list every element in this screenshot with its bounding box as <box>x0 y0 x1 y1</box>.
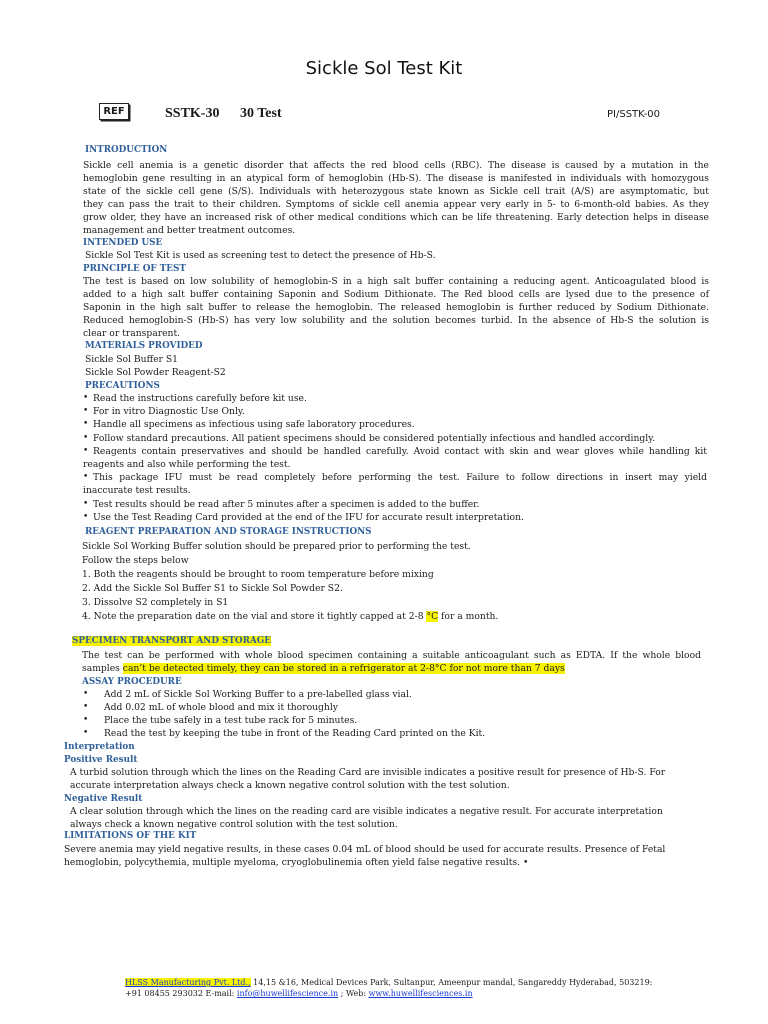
assay-step: Add 2 mL of Sickle Sol Working Buffer to a pre-labelled glass vial. <box>104 689 412 700</box>
negative-result-heading: Negative Result <box>64 794 143 804</box>
bullet-icon: • <box>83 702 89 712</box>
bullet-icon: • <box>83 419 89 429</box>
limitations-line: hemoglobin, polycythemia, multiple myeloma, cryoglobulinemia often yield false negative results. • <box>64 857 529 868</box>
intro-line: hemoglobin gene resulting in an atypical form of hemoglobin (Hb-S). The disease is manifested in individuals with homozygous <box>83 173 709 184</box>
intro-line: state of the sickle cell gene (S/S). Individuals with heterozygous state known as Sickle cell trait (A/S) are asymptomatic, but <box>83 186 709 197</box>
page-title: Sickle Sol Test Kit <box>305 58 463 79</box>
bullet-icon: • <box>83 689 89 699</box>
reagent-step: 1. Both the reagents should be brought to room temperature before mixing <box>82 569 434 580</box>
specimen-line-2-text: samples <box>82 663 123 674</box>
intended-use-text: Sickle Sol Test Kit is used as screening test to detect the presence of Hb-S. <box>85 250 436 261</box>
bullet-icon: • <box>83 446 89 456</box>
precaution-item: Handle all specimens as infectious using safe laboratory procedures. <box>93 419 415 430</box>
bullet-icon: • <box>83 472 89 482</box>
catalog-number: SSTK-30 <box>165 106 220 121</box>
principle-line: added to a high salt buffer containing Saponin and Sodium Dithionate. The Red blood cells are lysed due to the presence of <box>83 289 709 300</box>
reagent-step-4-text: 4. Note the preparation date on the vial and store it tightly capped at 2-8 <box>82 611 427 622</box>
intro-line: they can pass the trait to their children. Symptoms of sickle cell anemia appear very early in 5- to 6-month-old babies. As they <box>83 199 709 210</box>
reagent-intro: Sickle Sol Working Buffer solution should be prepared prior to performing the test. <box>82 541 471 552</box>
bullet-icon: • <box>83 512 89 522</box>
specimen-heading-text: SPECIMEN TRANSPORT AND STORAGE <box>72 636 271 646</box>
principle-line: Saponin in the high salt buffer to release the hemoglobin. The released hemoglobin is further reduced by Sodium Dithionate. <box>83 302 709 313</box>
negative-result-line: A clear solution through which the lines on the reading card are visible indicates a negative result. For accurate interpretation <box>70 806 663 817</box>
specimen-line-2 <box>82 663 565 676</box>
section-heading-specimen <box>72 635 271 648</box>
bullet-icon: • <box>83 406 89 416</box>
section-heading-assay: ASSAY PROCEDURE <box>82 677 182 687</box>
specimen-highlight: can’t be detected timely, they can be stored in a refrigerator at 2-8°C for not more than 7 days <box>122 663 565 674</box>
precaution-item: Use the Test Reading Card provided at the end of the IFU for accurate result interpretation. <box>93 512 524 523</box>
reagent-step-4-suffix: for a month. <box>438 611 499 622</box>
precaution-item-continued: reagents and also while performing the test. <box>83 459 291 470</box>
footer-contact-line <box>125 988 652 999</box>
bullet-icon: • <box>83 433 89 443</box>
positive-result-heading: Positive Result <box>64 755 138 765</box>
limitations-line: Severe anemia may yield negative results, in these cases 0.04 mL of blood should be used for accurate results. Presence of Fetal <box>64 844 666 855</box>
bullet-icon: • <box>83 393 89 403</box>
precaution-item: Test results should be read after 5 minutes after a specimen is added to the buffer. <box>93 499 480 510</box>
assay-step: Place the tube safely in a test tube rack for 5 minutes. <box>104 715 358 726</box>
reagent-step: 3. Dissolve S2 completely in S1 <box>82 597 229 608</box>
assay-step: Read the test by keeping the tube in front of the Reading Card printed on the Kit. <box>104 728 486 739</box>
material-item: Sickle Sol Powder Reagent-S2 <box>85 367 226 378</box>
company-name: HLSS Manufacturing Pvt. Ltd., <box>125 978 251 987</box>
principle-line: Reduced hemoglobin-S (Hb-S) has very low solubility and the solution becomes turbid. In the absence of Hb-S the solution is <box>83 315 709 326</box>
negative-result-line: always check a known negative control solution with the test solution. <box>70 819 398 830</box>
section-heading-intended-use: INTENDED USE <box>83 238 163 248</box>
document-id: PI/SSTK-00 <box>607 109 660 120</box>
reagent-follow: Follow the steps below <box>82 555 189 566</box>
email-link[interactable]: info@huwellifescience.in <box>236 989 339 998</box>
section-heading-principle: PRINCIPLE OF TEST <box>83 264 186 274</box>
principle-line: The test is based on low solubility of hemoglobin-S in a high salt buffer containing a reducing agent. Anticoagulated blood is <box>83 276 709 287</box>
section-heading-materials: MATERIALS PROVIDED <box>85 341 203 351</box>
section-heading-limitations: LIMITATIONS OF THE KIT <box>64 831 197 841</box>
bullet-icon: • <box>83 728 89 738</box>
reagent-step-4 <box>82 611 498 624</box>
web-label: ; Web: <box>338 989 369 998</box>
section-heading-interpretation: Interpretation <box>64 742 135 752</box>
positive-result-line: accurate interpretation always check a known negative control solution with the test solution. <box>70 780 510 791</box>
precaution-item: This package IFU must be read completely before performing the test. Failure to follow directions in insert may yield <box>93 472 707 483</box>
bullet-icon: • <box>83 499 89 509</box>
test-quantity: 30 Test <box>240 106 282 121</box>
precaution-item: For in vitro Diagnostic Use Only. <box>93 406 245 417</box>
assay-step: Add 0.02 mL of whole blood and mix it thoroughly <box>104 702 338 713</box>
highlight-degrees: °C <box>426 611 439 622</box>
footer <box>125 977 652 999</box>
ref-symbol: REF <box>99 103 129 120</box>
precaution-item-continued: inaccurate test results. <box>83 485 191 496</box>
intro-line: management and better treatment outcomes. <box>83 225 296 236</box>
material-item: Sickle Sol Buffer S1 <box>85 354 179 365</box>
section-heading-precautions: PRECAUTIONS <box>85 381 160 391</box>
principle-line: clear or transparent. <box>83 328 181 339</box>
website-link[interactable]: www.huwellifesciences.in <box>368 989 473 998</box>
intro-line: Sickle cell anemia is a genetic disorder that affects the red blood cells (RBC). The disease is caused by a mutation in the <box>83 160 709 171</box>
intro-line: grow older, they have an increased risk of other medical conditions which can be life threatening. Early detection helps in disease <box>83 212 709 223</box>
section-heading-introduction: INTRODUCTION <box>85 145 168 155</box>
reagent-step: 2. Add the Sickle Sol Buffer S1 to Sickle Sol Powder S2. <box>82 583 343 594</box>
specimen-line: The test can be performed with whole blood specimen containing a suitable anticoagulant such as EDTA. If the whole blood <box>82 650 701 661</box>
footer-phone: +91 08455 293032 E-mail: <box>125 989 237 998</box>
company-address: 14,15 &16, Medical Devices Park, Sultanpur, Ameenpur mandal, Sangareddy Hyderabad, 503219: <box>250 978 653 987</box>
precaution-item: Follow standard precautions. All patient specimens should be considered potentially infectious and handled accordingly. <box>93 433 656 444</box>
footer-address-line <box>125 977 652 988</box>
section-heading-reagent-preparation: REAGENT PREPARATION AND STORAGE INSTRUCTIONS <box>85 527 372 537</box>
bullet-icon: • <box>83 715 89 725</box>
positive-result-line: A turbid solution through which the lines on the Reading Card are invisible indicates a positive result for presence of Hb-S. For <box>70 767 666 778</box>
precaution-item: Reagents contain preservatives and should be handled carefully. Avoid contact with skin and wear gloves while handling kit <box>93 446 707 457</box>
precaution-item: Read the instructions carefully before kit use. <box>93 393 307 404</box>
